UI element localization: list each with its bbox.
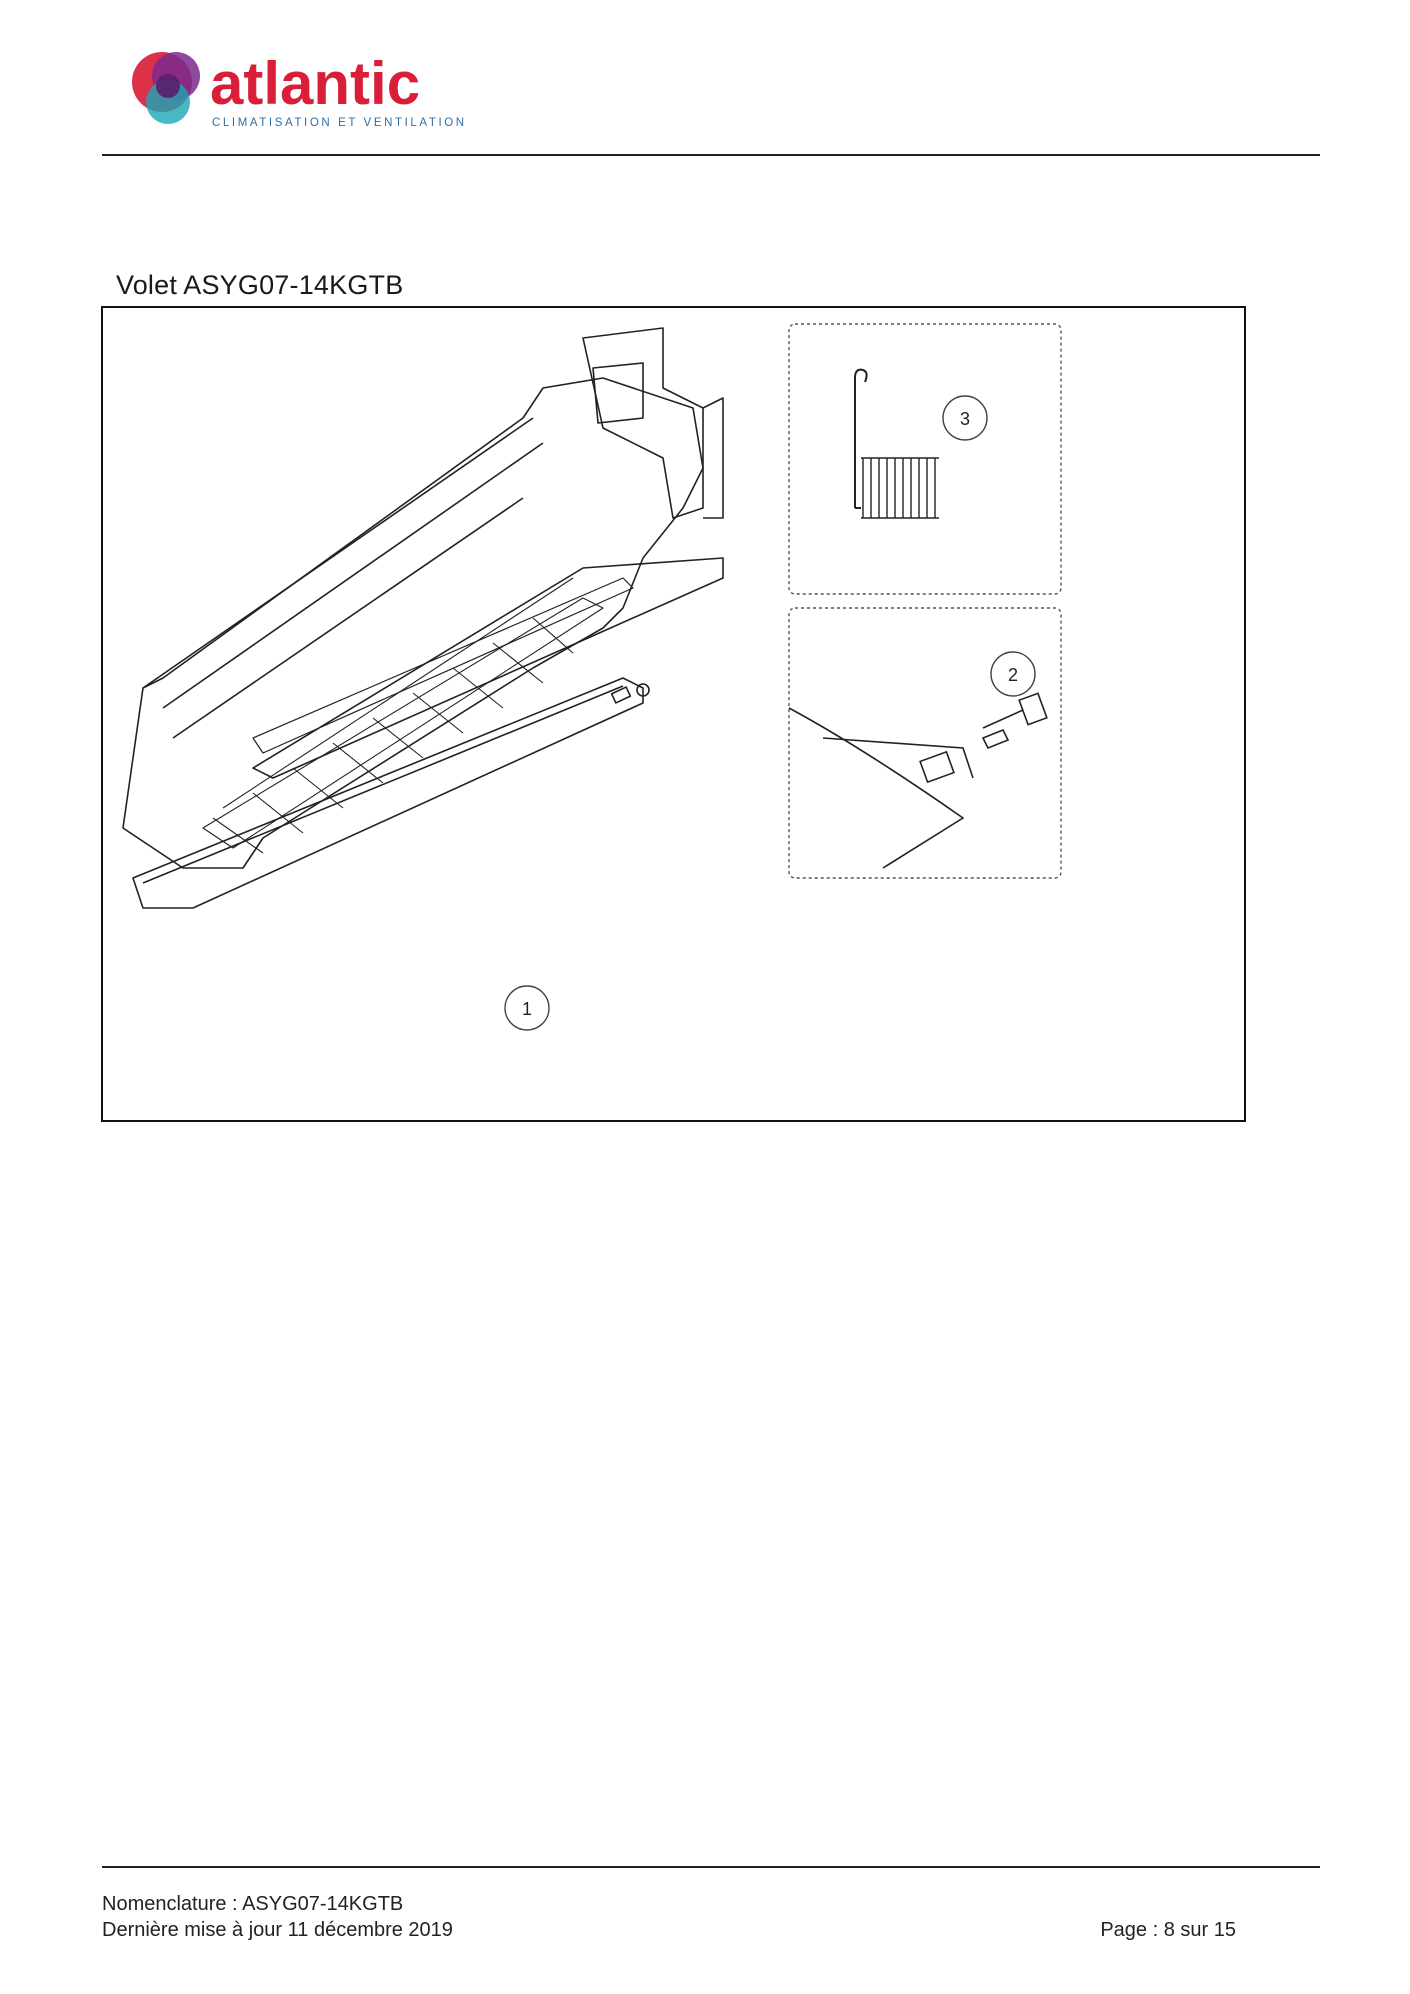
- brand-wordmark: atlantic: [210, 50, 421, 117]
- callout-1: [505, 986, 549, 1030]
- callout-2-label: 2: [1007, 665, 1019, 685]
- footer-divider: [102, 1866, 1320, 1868]
- callout-2: [991, 652, 1035, 696]
- inner-flap: [253, 558, 723, 778]
- detail-box-part-2: [789, 608, 1061, 878]
- unit-top-edge: [143, 418, 533, 688]
- lower-louvre: [253, 578, 633, 753]
- indoor-unit-body: [123, 378, 703, 868]
- section-title: Volet ASYG07-14KGTB: [116, 270, 404, 300]
- callout-3: [943, 396, 987, 440]
- callout-1-label: 1: [521, 999, 533, 1019]
- axle-part-2: [789, 693, 1047, 868]
- footer-page-number: Page : 8 sur 15: [1100, 1919, 1236, 1941]
- exploded-diagram: [103, 308, 1244, 1120]
- detail-box-part-3: [789, 324, 1061, 594]
- footer-last-updated: Dernière mise à jour 11 décembre 2019: [102, 1919, 453, 1941]
- atlantic-logo: [118, 44, 488, 134]
- footer-nomenclature: Nomenclature : ASYG07-14KGTB: [102, 1893, 404, 1915]
- callout-3-label: 3: [959, 409, 971, 429]
- header-divider: [102, 154, 1320, 156]
- exploded-diagram-frame: [101, 306, 1246, 1122]
- spring-part-3: [855, 370, 939, 518]
- brand-tagline: CLIMATISATION ET VENTILATION: [212, 117, 467, 129]
